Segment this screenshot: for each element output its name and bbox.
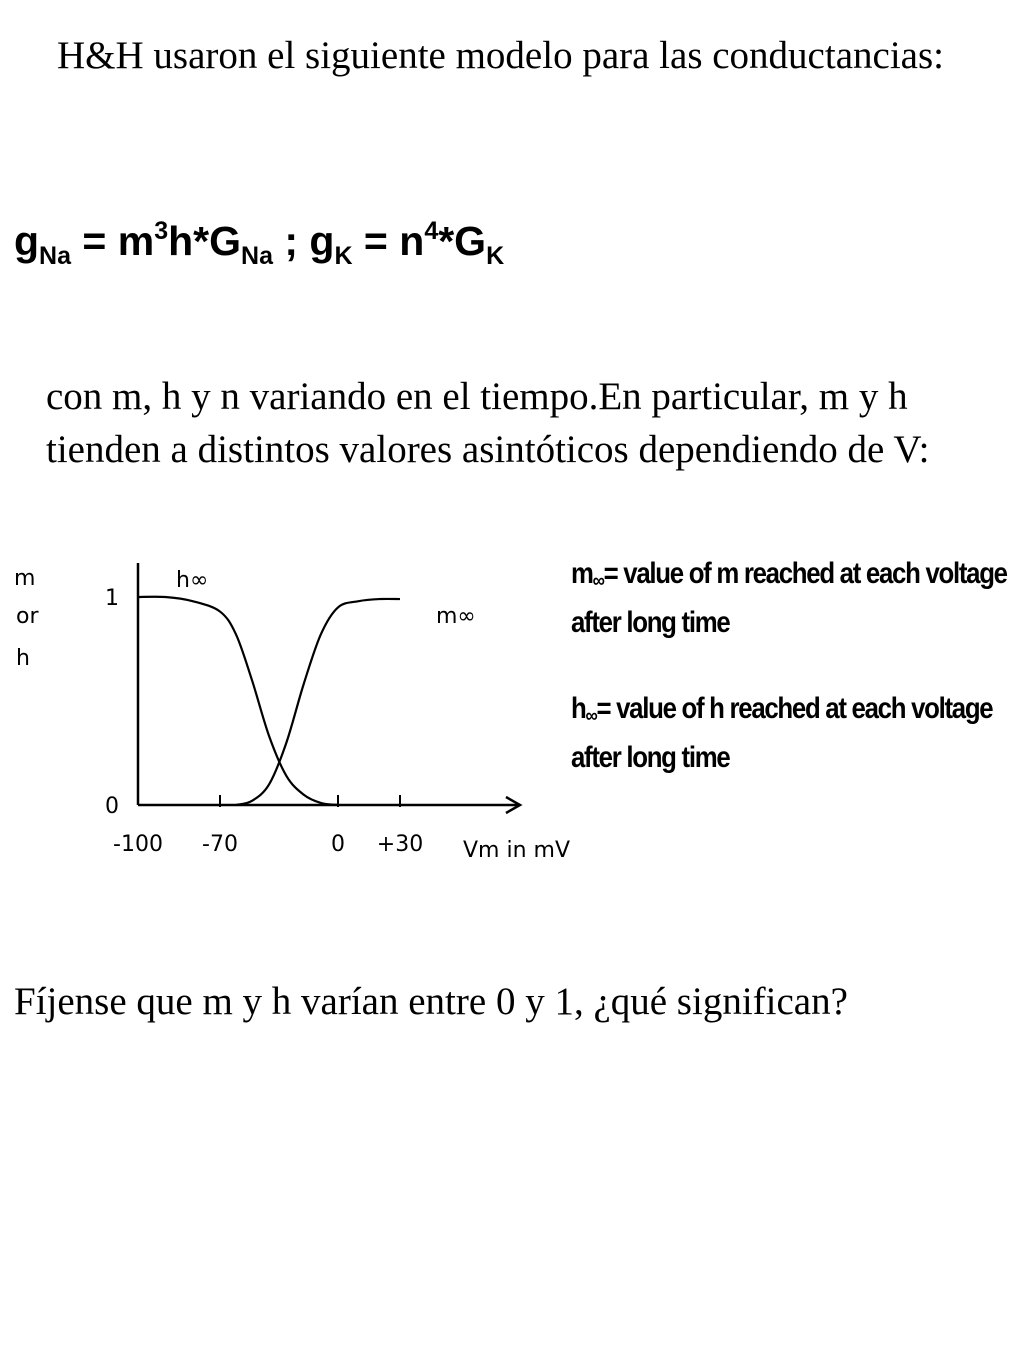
- formula-sub-na: Na: [39, 242, 72, 270]
- legend-h-text: = value of h reached at each voltage after long time: [571, 692, 993, 774]
- formula-part-h: h*G: [168, 218, 242, 264]
- legend-h: [571, 688, 1018, 779]
- formula-exp4: 4: [424, 217, 439, 245]
- x-axis-label: Vm in mV: [463, 838, 571, 863]
- formula-g: g: [14, 218, 40, 264]
- formula-part-g: *G: [438, 218, 487, 264]
- x-tick-label: +30: [376, 832, 424, 857]
- h-inf-curve: [138, 597, 338, 805]
- legend: [571, 553, 1021, 823]
- x-tick-label: -70: [202, 832, 238, 857]
- legend-h-sub: ∞: [585, 705, 597, 727]
- m-inf-label: m∞: [436, 604, 476, 629]
- legend-h-symbol: h: [571, 692, 586, 725]
- y-label-or: or: [16, 604, 39, 629]
- y-axis-label: [14, 566, 39, 671]
- intro-text: H&H usaron el siguiente modelo para las conductancias:: [57, 34, 944, 77]
- formula-sub-k2: K: [486, 242, 505, 270]
- y-tick-label: 0: [105, 794, 119, 819]
- question-text: Fíjense que m y h varían entre 0 y 1, ¿qué significan?: [14, 980, 848, 1023]
- formula-sub-na2: Na: [241, 242, 273, 270]
- legend-m-text: = value of m reached at each voltage after long time: [571, 557, 1007, 639]
- y-label-m: m: [14, 566, 36, 591]
- gating-chart: [0, 545, 600, 885]
- formula-eq2: = n: [352, 218, 425, 264]
- y-tick-label: 1: [105, 586, 119, 611]
- x-tick-label: -100: [113, 832, 163, 857]
- h-inf-label: h∞: [176, 568, 209, 593]
- legend-m: [571, 553, 1018, 644]
- x-tick-label: 0: [331, 832, 345, 857]
- formula-eq1: = m: [71, 218, 155, 264]
- conductance-formula: [14, 218, 504, 271]
- legend-m-symbol: m: [571, 557, 593, 590]
- formula-sub-k: K: [334, 242, 353, 270]
- formula-exp3: 3: [154, 217, 169, 245]
- paragraph-text: con m, h y n variando en el tiempo.En particular, m y h tienden a distintos valores asintóticos dependiendo de V:: [46, 375, 930, 471]
- m-inf-curve: [236, 599, 400, 805]
- legend-m-sub: ∞: [592, 570, 604, 592]
- formula-sep: ; g: [272, 218, 335, 264]
- curve-group: [138, 568, 476, 805]
- y-label-h: h: [16, 646, 30, 671]
